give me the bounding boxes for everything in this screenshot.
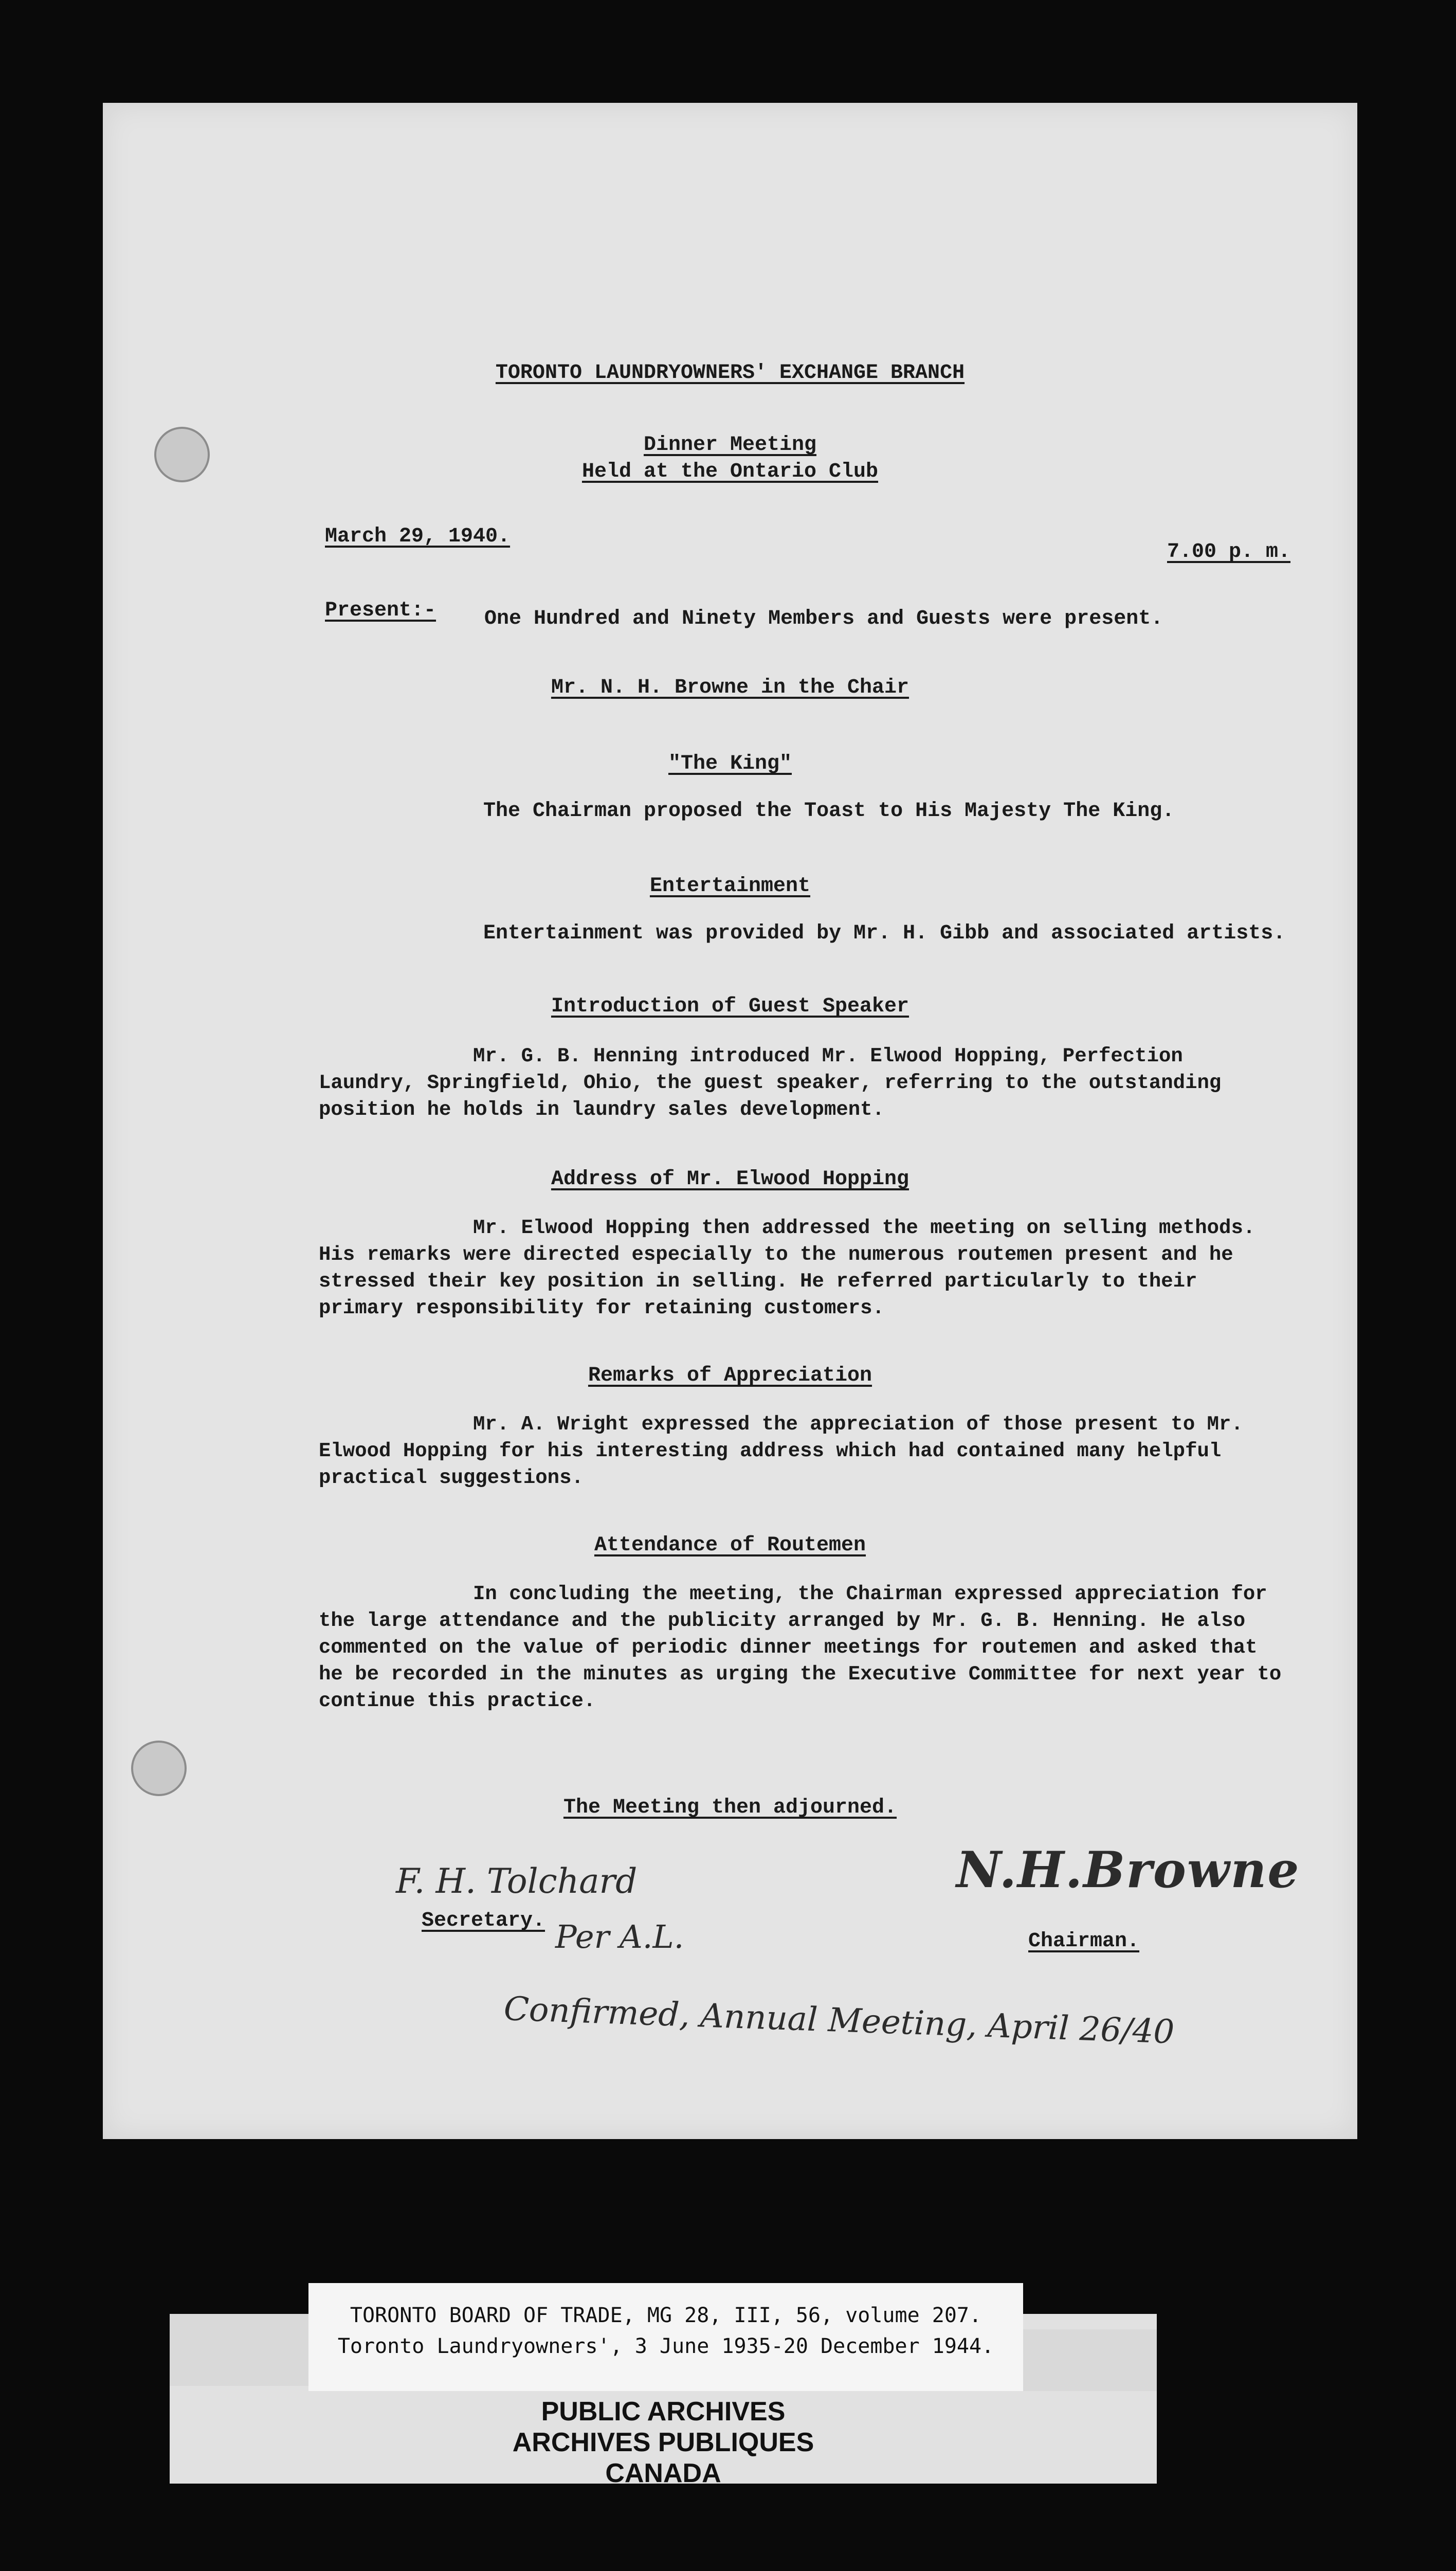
section-body-king: The Chairman proposed the Toast to His Majesty The King. (483, 800, 1175, 823)
section-body-introduction: Mr. G. B. Henning introduced Mr. Elwood Hopping, Perfection Laundry, Springfield, Ohio, the guest speaker, referring to the outstanding position he holds in laundry sales development. (319, 1045, 1233, 1121)
document-heading: TORONTO LAUNDRYOWNERS' EXCHANGE BRANCH (495, 361, 965, 385)
meeting-date: March 29, 1940. (325, 525, 511, 548)
adjourned-line: The Meeting then adjourned. (563, 1796, 897, 1819)
section-body-address: Mr. Elwood Hopping then addressed the meeting on selling methods. His remarks were directed especially to the numerous routemen present and he stressed their key position in selling. He referred particularly to their primary responsibility for retaining customers. (319, 1217, 1267, 1319)
archive-reference-line-2: Toronto Laundryowners', 3 June 1935-20 December 1944. (337, 2334, 994, 2358)
archive-card-tab-left (170, 2314, 308, 2386)
meeting-type: Dinner Meeting (643, 433, 817, 457)
section-title-introduction: Introduction of Guest Speaker (551, 995, 909, 1018)
section-body-routemen: In concluding the meeting, the Chairman expressed appreciation for the large attendance and the publicity arranged by Mr. G. B. Henning. He also commented on the value of periodic dinner meetings for routemen and asked that he be recorded in the minutes as urging the Executive Committee for next year to continue this practice. (319, 1583, 1294, 1712)
document-page (103, 103, 1357, 2139)
confirmation-note: Confirmed, Annual Meeting, April 26/40 (503, 1990, 1175, 2052)
section-title-routemen: Attendance of Routemen (594, 1534, 866, 1557)
section-body-entertainment: Entertainment was provided by Mr. H. Gibb and associated artists. (483, 922, 1286, 945)
archive-stamp-line-2: ARCHIVES PUBLIQUES (512, 2428, 814, 2457)
chairman-signature: N.H.Browne (956, 1841, 1300, 1899)
archive-stamp-line-3: CANADA (605, 2458, 721, 2488)
section-title-appreciation: Remarks of Appreciation (588, 1364, 872, 1387)
section-title-king: "The King" (668, 752, 792, 775)
chairman-label: Chairman. (1028, 1930, 1140, 1953)
chair-line: Mr. N. H. Browne in the Chair (551, 676, 909, 699)
present-text: One Hundred and Ninety Members and Guests were present. (484, 607, 1163, 630)
archive-reference-line-1: TORONTO BOARD OF TRADE, MG 28, III, 56, volume 207. (350, 2304, 982, 2327)
section-title-entertainment: Entertainment (649, 875, 811, 898)
meeting-time: 7.00 p. m. (1167, 540, 1291, 564)
section-title-address: Address of Mr. Elwood Hopping (551, 1168, 909, 1191)
archive-card-tab-right (1023, 2329, 1157, 2391)
present-label: Present:- (325, 599, 436, 622)
secretary-signature: F. H. Tolchard (396, 1861, 638, 1901)
archive-stamp-line-1: PUBLIC ARCHIVES (541, 2397, 786, 2427)
secretary-label: Secretary. (422, 1909, 545, 1932)
meeting-location: Held at the Ontario Club (581, 460, 879, 483)
punch-hole-bottom (131, 1741, 187, 1796)
archive-reference-label (308, 2283, 1023, 2391)
section-body-appreciation: Mr. A. Wright expressed the appreciation of those present to Mr. Elwood Hopping for his interesting address which had contained many helpful practical suggestions. (319, 1413, 1255, 1489)
per-initials: Per A.L. (555, 1918, 684, 1956)
